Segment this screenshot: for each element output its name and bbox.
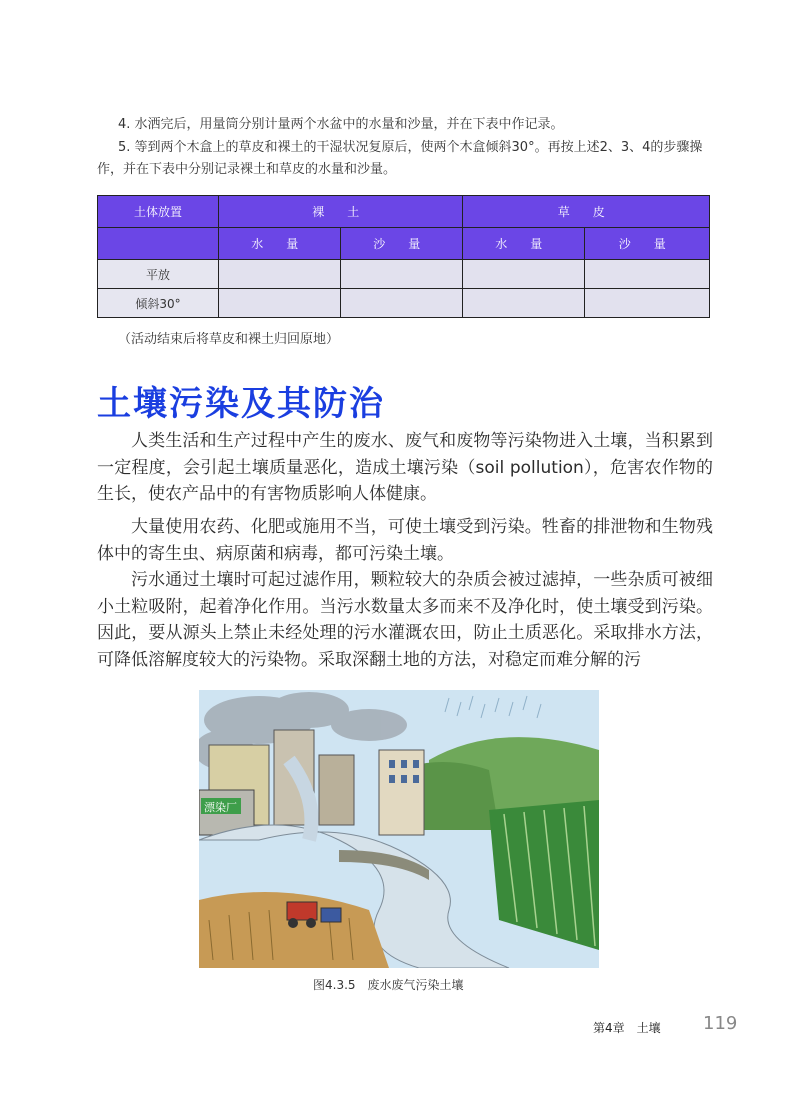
- paragraph-1: 人类生活和生产过程中产生的废水、废气和废物等污染物进入土壤，当积累到一定程度，会引起土壤质量恶化，造成土壤污染（soil pollution），危害农作物的生长，使农产品中的有害物质影响人体健康。: [97, 431, 713, 504]
- header-placement: 土体放置: [98, 196, 219, 228]
- row-label-tilt: 倾斜30°: [98, 289, 219, 318]
- table-cell: [219, 260, 341, 289]
- header-bare-water: 水 量: [219, 228, 341, 260]
- chapter-label: 第4章 土壤: [593, 1021, 661, 1035]
- table-cell: [341, 260, 463, 289]
- paragraph-2: 大量使用农药、化肥或施用不当，可使土壤受到污染。牲畜的排泄物和生物残体中的寄生虫、病原菌和病毒，都可污染土壤。: [97, 517, 713, 564]
- section-heading: 土壤污染及其防治: [97, 384, 385, 424]
- harvester: [287, 902, 317, 920]
- table-cell: [585, 260, 710, 289]
- page-number: 119: [703, 1013, 738, 1034]
- table-cell: [585, 289, 710, 318]
- header-turf: 草 皮: [463, 196, 710, 228]
- activity-note: （活动结束后将草皮和裸土归回原地）: [118, 332, 340, 347]
- paragraph-3: 污水通过土壤时可起过滤作用，颗粒较大的杂质会被过滤掉，一些杂质可被细小土粒吸附，起着净化作用。当污水数量太多而来不及净化时，使土壤受到污染。因此，要从源头上禁止未经处理的污水灌溉农田，防止土质恶化。采取排水方法，可降低溶解度较大的污染物。采取深翻土地的方法，对稳定而难分解的污: [97, 570, 713, 670]
- header-bare-sand: 沙 量: [341, 228, 463, 260]
- header-empty: [98, 228, 219, 260]
- pollution-illustration-svg: [199, 690, 599, 968]
- header-turf-water: 水 量: [463, 228, 585, 260]
- factory-sign: 漂染厂: [204, 801, 237, 814]
- header-turf-sand: 沙 量: [585, 228, 710, 260]
- row-label-flat: 平放: [98, 260, 219, 289]
- record-table: [97, 195, 710, 318]
- header-bare-soil: 裸 土: [219, 196, 463, 228]
- activity-step-4: 4. 水洒完后，用量筒分别计量两个水盆中的水量和沙量，并在下表中作记录。: [118, 117, 564, 132]
- table-cell: [463, 289, 585, 318]
- activity-step-5: 5. 等到两个木盒上的草皮和裸土的干湿状况复原后，使两个木盒倾斜30°。再按上述2、3、4的步骤操作，并在下表中分别记录裸土和草皮的水量和沙量。: [97, 140, 703, 177]
- table-cell: [219, 289, 341, 318]
- table-cell: [341, 289, 463, 318]
- figure-caption: 图4.3.5 废水废气污染土壤: [313, 978, 464, 992]
- table-cell: [463, 260, 585, 289]
- pollution-illustration: [199, 690, 599, 968]
